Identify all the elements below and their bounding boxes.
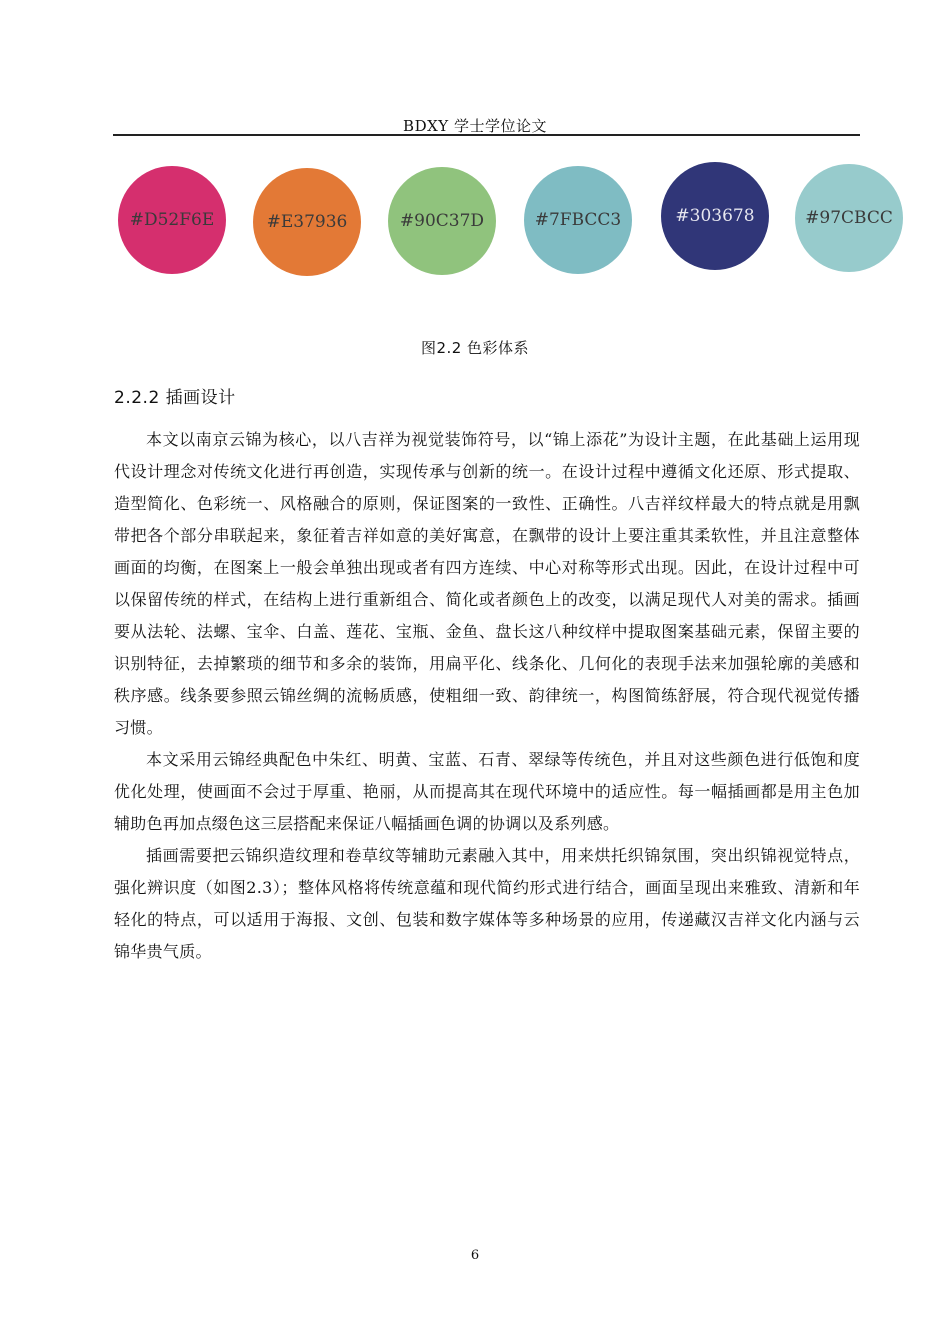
swatch-label: #90C37D: [399, 211, 485, 231]
color-swatch-4: [524, 166, 632, 274]
figure-caption: 图2.2 色彩体系: [420, 339, 530, 357]
color-swatch-5: [661, 162, 769, 270]
swatch-label: #7FBCC3: [534, 210, 622, 230]
color-swatch-1: [118, 166, 226, 274]
swatch-label: #E37936: [266, 212, 348, 232]
swatch-label: #97CBCC: [805, 208, 893, 228]
header-divider: [113, 134, 860, 136]
color-swatch-3: [388, 167, 496, 275]
swatch-label: #D52F6E: [129, 210, 215, 230]
running-header: BDXY 学士学位论文: [403, 117, 547, 135]
color-swatch-figure: [110, 160, 910, 280]
swatch-label: #303678: [675, 206, 755, 226]
color-swatch-2: [253, 168, 361, 276]
body-text: [114, 424, 860, 968]
paragraph: 插画需要把云锦织造纹理和卷草纹等辅助元素融入其中，用来烘托织锦氛围，突出织锦视觉特点，强化辨识度（如图2.3）；整体风格将传统意蕴和现代简约形式进行结合，画面呈现出来雅致、清新和年轻化的特点，可以适用于海报、文创、包装和数字媒体等多种场景的应用，传递藏汉吉祥文化内涵与云锦华贵气质。: [114, 846, 860, 961]
page-number: 6: [470, 1248, 480, 1263]
section-heading: 2.2.2 插画设计: [114, 388, 236, 408]
paragraph: 本文以南京云锦为核心，以八吉祥为视觉装饰符号，以“锦上添花”为设计主题，在此基础上运用现代设计理念对传统文化进行再创造，实现传承与创新的统一。在设计过程中遵循文化还原、形式提取、造型简化、色彩统一、风格融合的原则，保证图案的一致性、正确性。八吉祥纹样最大的特点就是用飘带把各个部分串联起来，象征着吉祥如意的美好寓意，在飘带的设计上要注重其柔软性，并且注意整体画面的均衡，在图案上一般会单独出现或者有四方连续、中心对称等形式出现。因此，在设计过程中可以保留传统的样式，在结构上进行重新组合、简化或者颜色上的改变，以满足现代人对美的需求。插画要从法轮、法螺、宝伞、白盖、莲花、宝瓶、金鱼、盘长这八种纹样中提取图案基础元素，保留主要的识别特征，去掉繁琐的细节和多余的装饰，用扁平化、线条化、几何化的表现手法来加强轮廓的美感和秩序感。线条要参照云锦丝绸的流畅质感，使粗细一致、韵律统一，构图简练舒展，符合现代视觉传播习惯。: [114, 430, 860, 737]
color-swatch-6: [795, 164, 903, 272]
paragraph: 本文采用云锦经典配色中朱红、明黄、宝蓝、石青、翠绿等传统色，并且对这些颜色进行低饱和度优化处理，使画面不会过于厚重、艳丽，从而提高其在现代环境中的适应性。每一幅插画都是用主色加辅助色再加点缀色这三层搭配来保证八幅插画色调的协调以及系列感。: [114, 750, 860, 833]
